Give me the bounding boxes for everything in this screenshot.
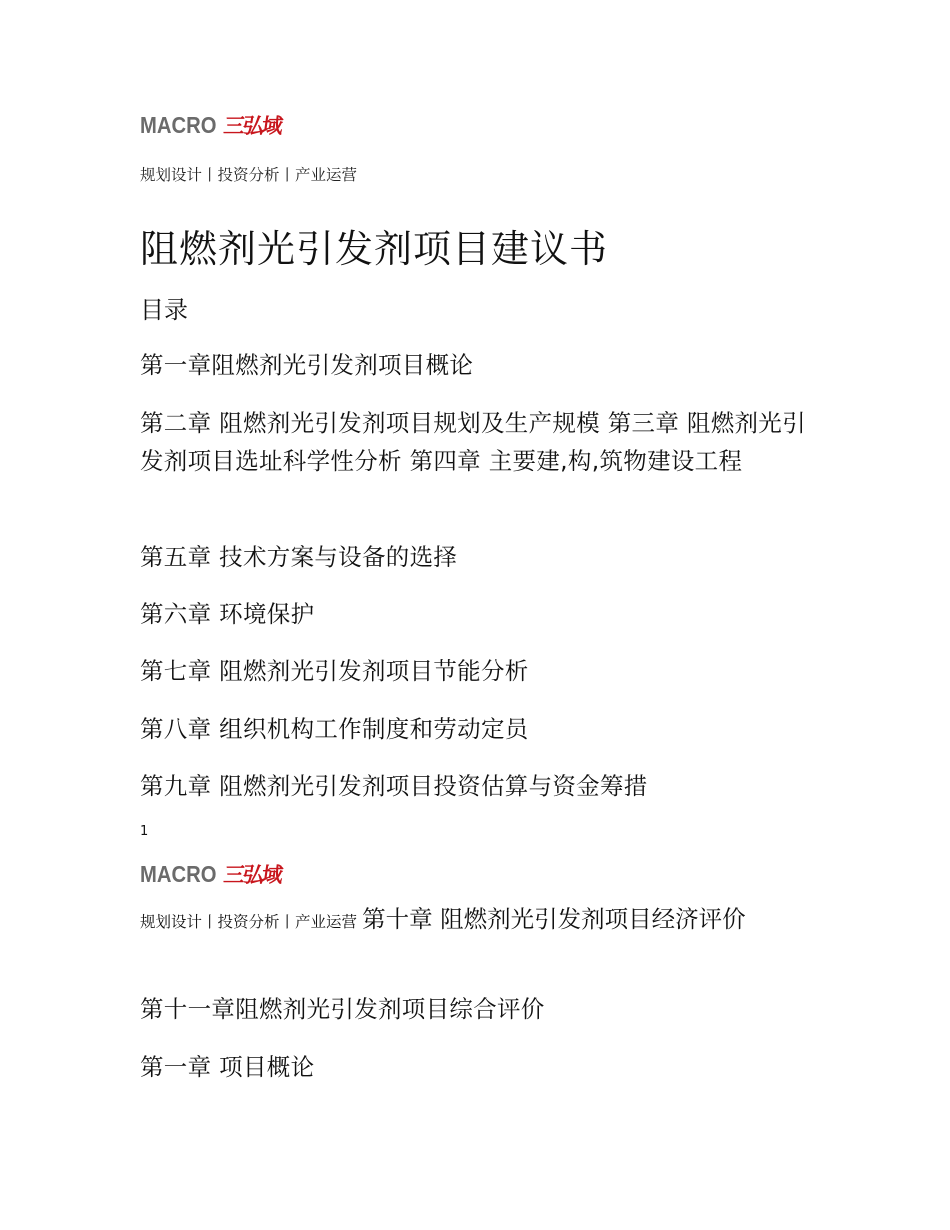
toc-heading: 目录 (140, 296, 188, 324)
tagline-with-toc-item (140, 902, 810, 939)
toc-item: 第十一章阻燃剂光引发剂项目综合评价 (140, 995, 545, 1023)
toc-item: 第八章 组织机构工作制度和劳动定员 (140, 715, 529, 743)
toc-item: 第十章 阻燃剂光引发剂项目经济评价 (362, 905, 746, 933)
toc-item: 第五章 技术方案与设备的选择 (140, 543, 458, 571)
logo-latin-text: MACRO (140, 111, 217, 138)
logo-chinese-text: 三弘域 (222, 863, 283, 887)
logo-latin-text: MACRO (140, 860, 217, 887)
document-title: 阻燃剂光引发剂项目建议书 (140, 227, 609, 271)
company-logo (140, 861, 281, 887)
page-number: 1 (140, 824, 149, 839)
logo-chinese-text: 三弘域 (222, 114, 283, 138)
company-tagline: 规划设计丨投资分析丨产业运营 (140, 913, 358, 931)
toc-item: 第九章 阻燃剂光引发剂项目投资估算与资金筹措 (140, 772, 648, 800)
section-heading: 第一章 项目概论 (140, 1053, 315, 1081)
toc-item: 第二章 阻燃剂光引发剂项目规划及生产规模 第三章 阻燃剂光引发剂项目选址科学性分析 第四章 主要建,构,筑物建设工程 (140, 409, 806, 475)
toc-item: 第一章阻燃剂光引发剂项目概论 (140, 351, 474, 379)
company-logo (140, 112, 281, 138)
toc-item: 第七章 阻燃剂光引发剂项目节能分析 (140, 657, 529, 685)
company-tagline: 规划设计丨投资分析丨产业运营 (140, 166, 358, 184)
toc-item: 第六章 环境保护 (140, 600, 315, 628)
